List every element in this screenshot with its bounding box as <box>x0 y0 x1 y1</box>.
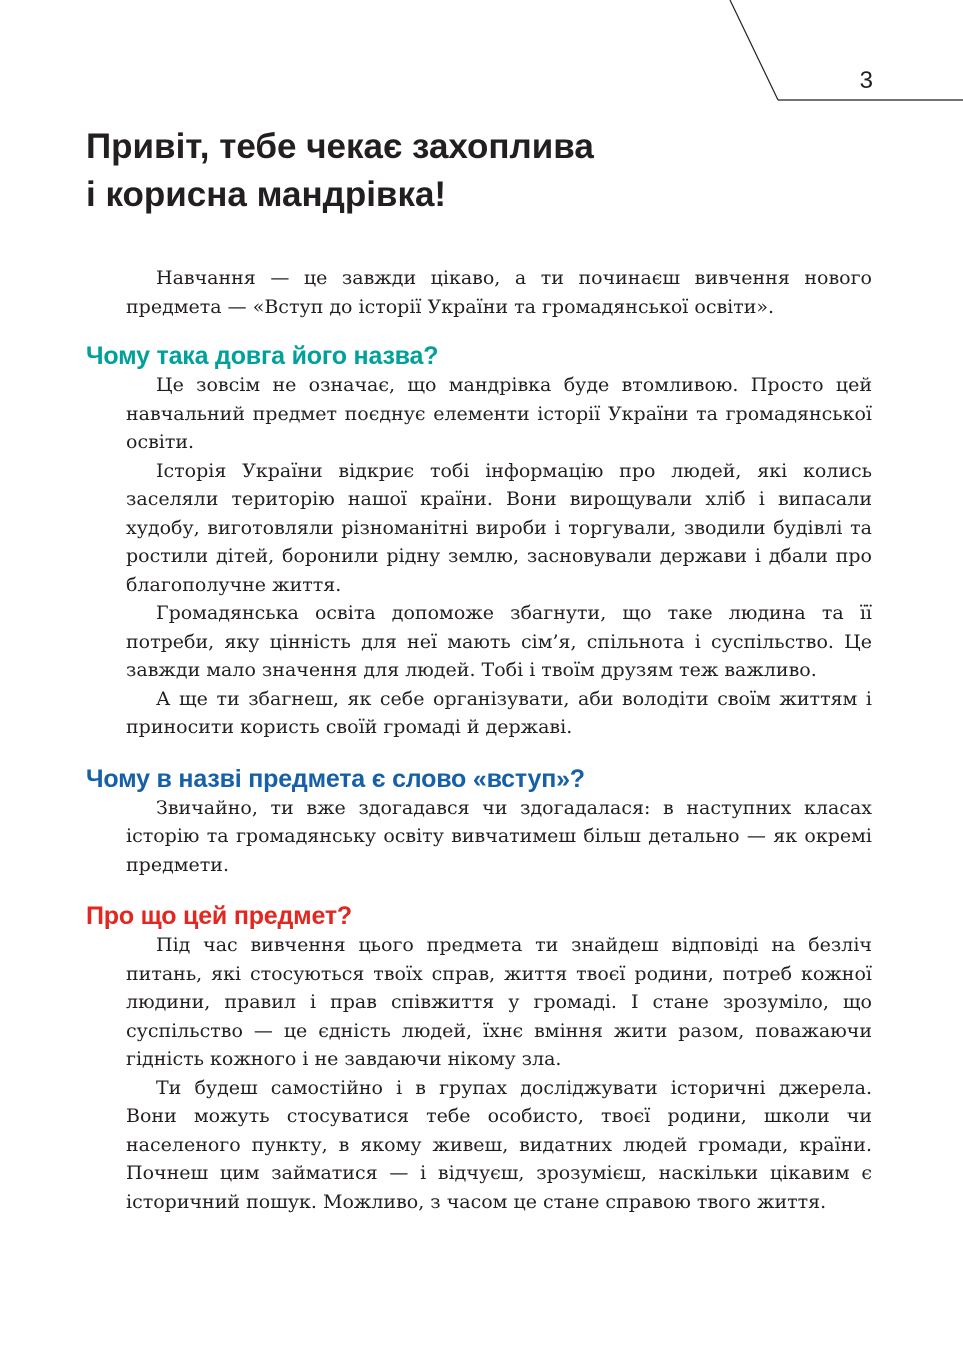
section-1-paragraph-2: Історія України відкриє тобі інформацію про людей, які колись заселяли територію нашої країни. Вони вирощували хліб і випасали худобу, виготовляли різноманітні вироби і торгували, зводили будівлі та ростили дітей, боронили рідну землю, засновували держави і дбали про благополучне життя. <box>126 459 872 596</box>
diagonal-line <box>730 0 778 100</box>
section-heading-about-subject: Про що цей предмет? <box>86 902 352 930</box>
section-1-paragraph-4: А ще ти збагнеш, як себе організувати, аби володіти своїм життям і приносити користь своїй громаді й державі. <box>126 687 872 738</box>
section-3-paragraph-1: Під час вивчення цього предмета ти знайдеш відповіді на безліч питань, які стосуються твоїх справ, життя твоєї родини, потреб кожної людини, правил і прав співжиття у громаді. І стане зрозуміло, що суспільство — це єдність людей, їхнє вміння жити разом, поважаючи гідність кожного і не завдаючи нікому зла. <box>126 934 872 1070</box>
section-1-paragraph-3: Громадянська освіта допоможе збагнути, що таке людина та її потреби, яку цінність для неї мають сім’я, спільнота і суспільство. Це завжди мало значення для людей. Тобі і твоїм друзям теж важливо. <box>126 602 872 681</box>
page-number: 3 <box>859 67 873 94</box>
intro-paragraph: Навчання — це завжди цікаво, а ти починаєш вивчення нового предмета — «Вступ до історії України та громадянської освіти». <box>126 267 872 318</box>
section-heading-why-intro-word: Чому в назві предмета є слово «вступ»? <box>86 764 585 793</box>
section-1-paragraph-1: Це зовсім не означає, що мандрівка буде втомливою. Просто цей навчальний предмет поєднує елементи історії України та громадянської освіти. <box>126 374 872 453</box>
page-title-line-1: Привіт, тебе чекає захоплива <box>86 127 594 166</box>
page-corner-decoration <box>0 0 963 110</box>
section-3-paragraph-2: Ти будеш самостійно і в групах досліджувати історичні джерела. Вони можуть стосуватися тебе особисто, твоєї родини, школи чи населеного пункту, в якому живеш, видатних людей громади, країни. Почнеш цим займатися — і відчуєш, зрозумієш, наскільки цікавим є історичний пошук. Можливо, з часом це стане справою твого життя. <box>126 1076 872 1213</box>
section-2-paragraph-1: Звичайно, ти вже здогадався чи здогадалася: в наступних класах історію та громадянську освіту вивчатимеш більш детально — як окремі предмети. <box>126 796 872 876</box>
page-content <box>86 264 872 1216</box>
section-heading-why-long-name: Чому така довга його назва? <box>86 342 439 370</box>
page-title <box>86 123 886 219</box>
page-title-line-2: і корисна мандрівка! <box>86 175 447 214</box>
